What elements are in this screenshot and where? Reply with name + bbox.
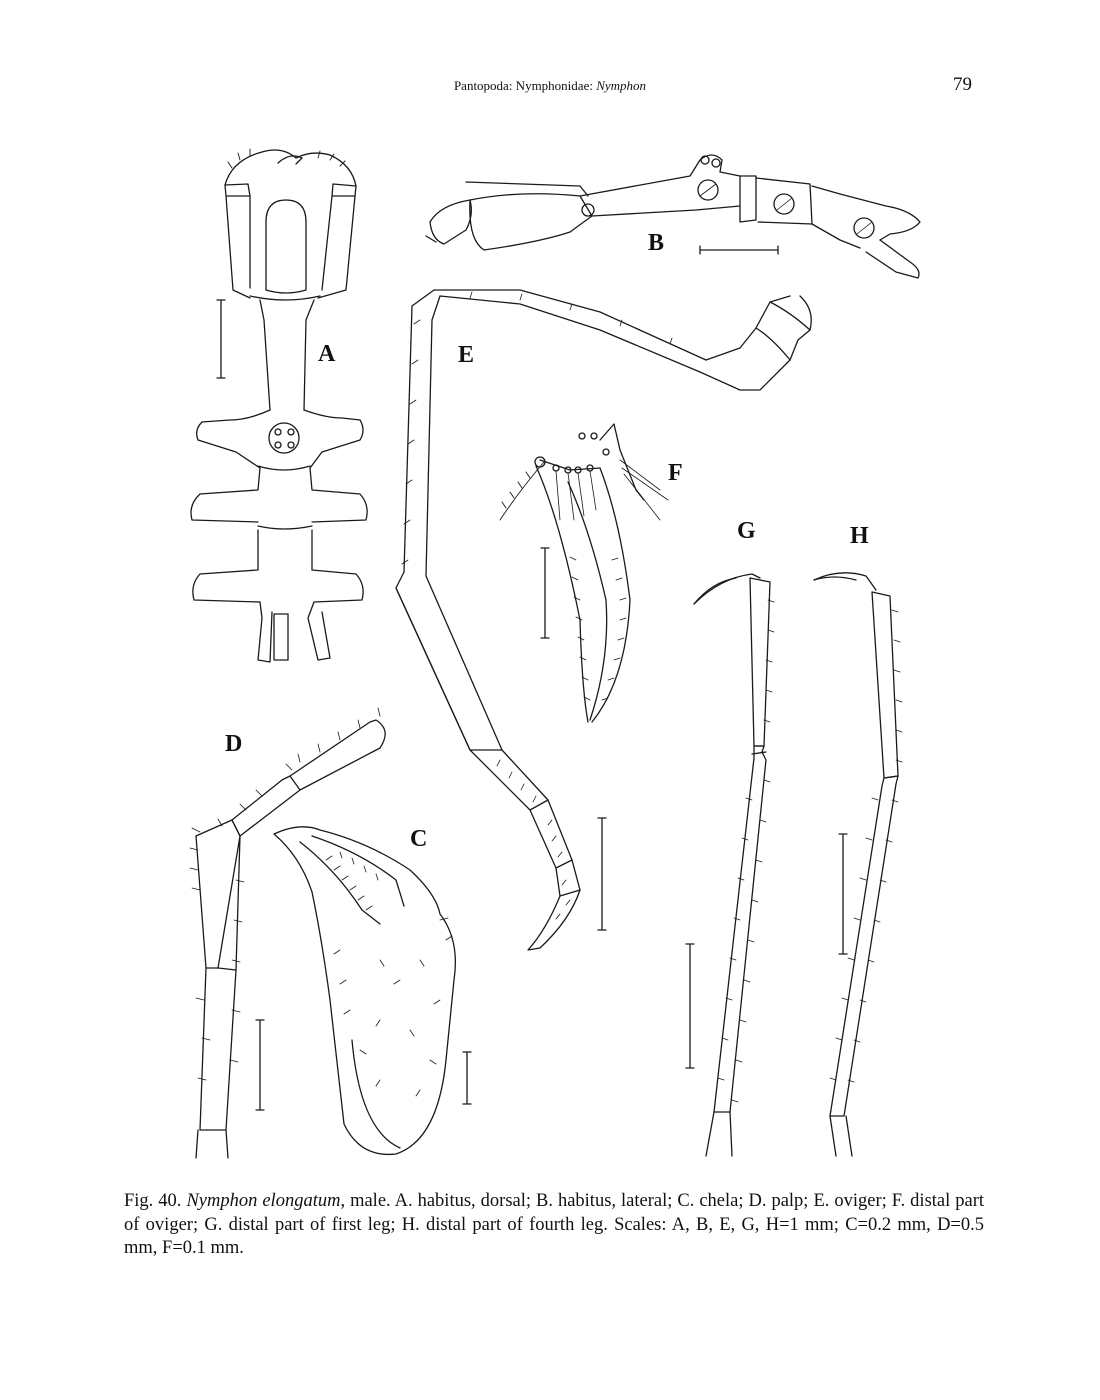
- panel-label-b: B: [648, 230, 665, 256]
- panel-b-drawing: [426, 155, 920, 278]
- panel-h-drawing: [814, 573, 902, 1156]
- panel-g-drawing: [686, 574, 774, 1156]
- panel-label-f: F: [668, 460, 683, 486]
- panel-label-e: E: [458, 342, 475, 368]
- panel-label-h: H: [850, 523, 869, 549]
- panel-d-drawing: [190, 708, 385, 1158]
- panel-label-d: D: [225, 731, 243, 757]
- page-number: 79: [953, 74, 972, 95]
- panel-label-g: G: [737, 518, 756, 544]
- running-head-genus: Nymphon: [596, 78, 647, 93]
- caption-fig-number: Fig. 40.: [124, 1191, 182, 1211]
- panel-c-drawing: [274, 827, 471, 1155]
- figure-caption: [124, 1190, 984, 1261]
- panel-a-drawing: [191, 149, 367, 662]
- panel-label-c: C: [410, 826, 428, 852]
- panel-label-a: A: [318, 341, 336, 367]
- running-head-prefix: Pantopoda: Nymphonidae:: [453, 78, 597, 93]
- caption-text: , male. A. habitus, dorsal; B. habitus, lateral; C. chela; D. palp; E. oviger; F. distal part of oviger; G. distal part of first leg; H. distal part of fourth leg. Scales: A, B, E, G, H=1 mm; C=0.2 mm, D=0.5 mm, F=0.1 mm.: [124, 1191, 985, 1259]
- caption-species: Nymphon elongatum: [186, 1191, 341, 1211]
- panel-f-drawing: [500, 424, 668, 722]
- panel-e-drawing: [396, 290, 811, 950]
